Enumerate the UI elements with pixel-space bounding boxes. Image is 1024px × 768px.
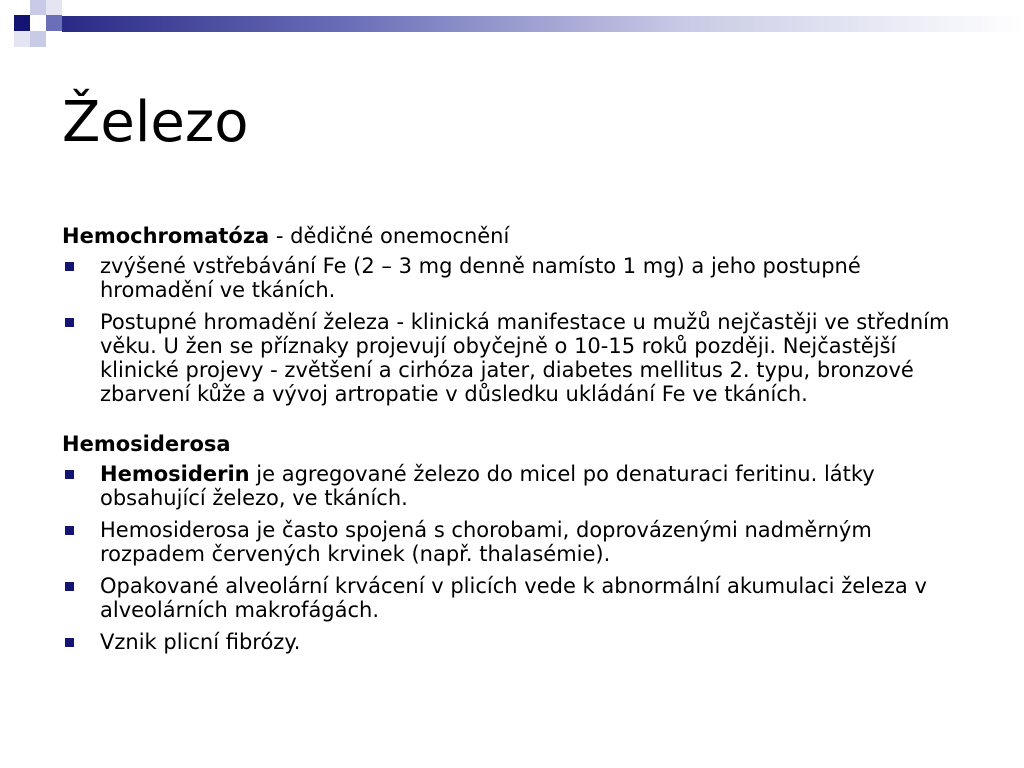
square-bullet-icon xyxy=(65,262,74,271)
bullet-text: je agregované železo do micel po denaturaci feritinu. látky obsahující železo, ve tkáních. xyxy=(100,462,875,510)
heading-bold-term: Hemosiderosa xyxy=(62,432,231,456)
bullet-text: Opakované alveolární krvácení v plicích vede k abnormální akumulaci železa v alveolárních makrofágách. xyxy=(100,574,927,622)
square-bullet-icon xyxy=(65,582,74,591)
square-bullet-icon xyxy=(65,470,74,479)
bullet-text: Postupné hromadění železa - klinická manifestace u mužů nejčastěji ve středním věku. U žen se příznaky projevují obyčejně o 10-15 roků později. Nejčastější klinické projevy - zvětšení a cirhóza jater, diabetes mellitus 2. typu, bronzové zbarvení kůže a vývoj artropatie v důsledku ukládání Fe ve tkáních. xyxy=(100,310,950,406)
square-bullet-icon xyxy=(65,318,74,327)
bullet-list-hemosiderosa xyxy=(62,462,962,654)
deco-square xyxy=(30,0,46,15)
corner-decoration xyxy=(0,0,1024,64)
section-spacer xyxy=(62,414,962,432)
list-item xyxy=(62,574,962,622)
slide-content xyxy=(62,224,962,662)
bullet-text: Vznik plicní fibrózy. xyxy=(100,630,301,654)
heading-bold-term: Hemochromatóza xyxy=(62,224,270,248)
list-item xyxy=(62,518,962,566)
list-item xyxy=(62,310,962,406)
square-bullet-icon xyxy=(65,638,74,647)
heading-description: - dědičné onemocnění xyxy=(269,224,510,248)
list-item xyxy=(62,630,962,654)
bullet-text: zvýšené vstřebávání Fe (2 – 3 mg denně namísto 1 mg) a jeho postupné hromadění ve tkáních. xyxy=(100,254,861,302)
bullet-list-hemochromatoza xyxy=(62,254,962,406)
list-item xyxy=(62,462,962,510)
deco-square xyxy=(14,31,30,47)
section-heading-hemosiderosa xyxy=(62,432,962,456)
square-bullet-icon xyxy=(65,526,74,535)
header-gradient-bar xyxy=(62,16,1024,32)
bullet-text: Hemosiderosa je často spojená s chorobami, doprovázenými nadměrným rozpadem červených krvinek (např. thalasémie). xyxy=(100,518,872,566)
list-item xyxy=(62,254,962,302)
deco-square xyxy=(46,15,62,31)
section-heading-hemochromatoza xyxy=(62,224,962,248)
deco-square xyxy=(14,15,30,31)
bullet-bold-term: Hemosiderin xyxy=(100,462,250,486)
slide-title: Železo xyxy=(62,90,249,155)
deco-square xyxy=(30,31,46,47)
deco-square xyxy=(46,0,62,15)
